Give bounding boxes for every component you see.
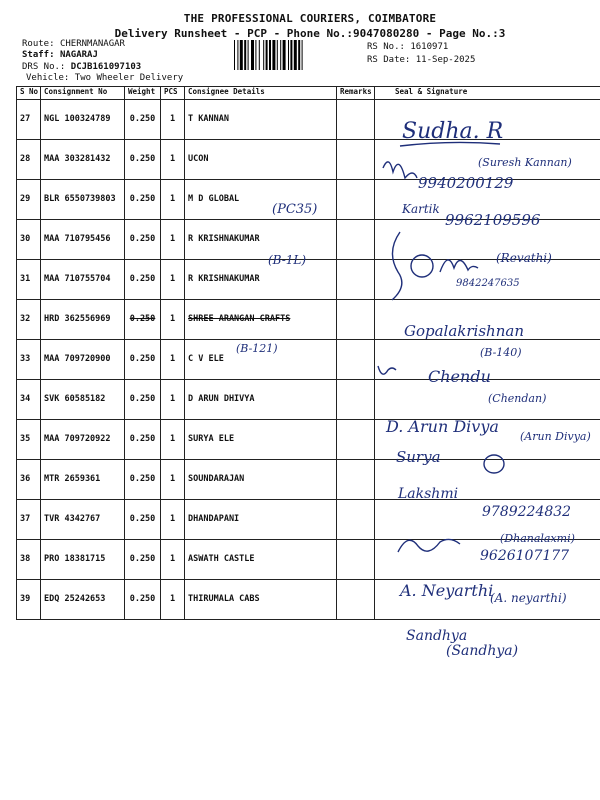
consignee-name: SHREE ARANGAN CRAFTS	[185, 300, 337, 340]
weight-cell: 0.250	[125, 180, 161, 220]
pcs-cell: 1	[161, 420, 185, 460]
weight-cell: 0.250	[125, 100, 161, 140]
seal-signature-cell	[375, 140, 600, 180]
table-row	[17, 260, 600, 300]
vehicle-value: Two Wheeler Delivery	[74, 73, 184, 83]
seal-signature-cell	[375, 100, 600, 140]
handwritten-note-29: (PC35)	[272, 202, 318, 217]
row-sno: 28	[17, 140, 41, 180]
consignment-number: NGL 100324789	[41, 100, 125, 140]
consignee-name: R KRISHNAKUMAR	[185, 220, 337, 260]
consignee-name: R KRISHNAKUMAR	[185, 260, 337, 300]
staff-line	[22, 50, 98, 60]
row-sno: 39	[17, 580, 41, 620]
remarks-cell	[337, 500, 375, 540]
consignee-name: M D GLOBAL	[185, 180, 337, 220]
col-header-remarks: Remarks	[337, 87, 375, 100]
handwritten-paren-38: (A. neyarthi)	[490, 591, 567, 605]
remarks-cell	[337, 140, 375, 180]
consignment-number: EDQ 25242653	[41, 580, 125, 620]
handwritten-note-30: (B-1L)	[268, 253, 307, 267]
handwritten-paren-39: (Sandhya)	[446, 643, 519, 659]
row-sno: 38	[17, 540, 41, 580]
weight-cell: 0.250	[125, 260, 161, 300]
consignment-number: MAA 303281432	[41, 140, 125, 180]
consignment-number: TVR 4342767	[41, 500, 125, 540]
handwritten-name-28: (Suresh Kannan)	[478, 156, 572, 169]
remarks-cell	[337, 420, 375, 460]
seal-signature-cell	[375, 300, 600, 340]
pcs-cell: 1	[161, 140, 185, 180]
remarks-cell	[337, 300, 375, 340]
col-header-pcs: PCS	[161, 87, 185, 100]
row-sno: 37	[17, 500, 41, 540]
consignment-number: MAA 709720922	[41, 420, 125, 460]
handwritten-phone-36: 9789224832	[482, 504, 572, 520]
weight-cell: 0.250	[125, 420, 161, 460]
weight-cell: 0.250	[125, 460, 161, 500]
pcs-cell: 1	[161, 500, 185, 540]
drs-label: DRS No.:	[22, 62, 66, 72]
col-header-weight: Weight	[125, 87, 161, 100]
pcs-cell: 1	[161, 300, 185, 340]
consignee-name: SURYA ELE	[185, 420, 337, 460]
remarks-cell	[337, 580, 375, 620]
pcs-cell: 1	[161, 220, 185, 260]
remarks-cell	[337, 340, 375, 380]
table-row	[17, 500, 600, 540]
weight-cell: 0.250	[125, 500, 161, 540]
seal-signature-cell	[375, 580, 600, 620]
pcs-cell: 1	[161, 100, 185, 140]
table-row	[17, 220, 600, 260]
signature-row-27: Sudha. R	[402, 119, 504, 144]
staff-label: Staff:	[22, 50, 55, 60]
row-sno: 33	[17, 340, 41, 380]
col-header-sno: S No	[17, 87, 41, 100]
drs-line	[22, 62, 141, 72]
row-sno: 31	[17, 260, 41, 300]
signature-row-36: Lakshmi	[398, 486, 459, 502]
table-row	[17, 340, 600, 380]
handwritten-note-32b: (B-140)	[480, 346, 522, 359]
pcs-cell: 1	[161, 340, 185, 380]
handwritten-paren-34: (Arun Divya)	[520, 430, 591, 443]
table-row	[17, 460, 600, 500]
signature-row-33: Chendu	[428, 367, 491, 386]
pcs-cell: 1	[161, 460, 185, 500]
remarks-cell	[337, 380, 375, 420]
runsheet-table	[16, 86, 600, 620]
row-sno: 35	[17, 420, 41, 460]
signature-row-38: A. Neyarthi	[400, 581, 494, 600]
consignment-number: MAA 709720900	[41, 340, 125, 380]
handwritten-phone-28: 9940200129	[418, 174, 514, 192]
weight-cell: 0.250	[125, 380, 161, 420]
runsheet-title: Delivery Runsheet - PCP - Phone No.:9047080280 - Page No.:3	[114, 27, 506, 40]
seal-signature-cell	[375, 380, 600, 420]
route-value: CHERNMANAGAR	[59, 39, 125, 49]
weight-cell: 0.250	[125, 340, 161, 380]
weight-cell: 0.250	[125, 140, 161, 180]
signature-row-35: Surya	[396, 448, 441, 466]
consignee-name: C V ELE	[185, 340, 337, 380]
handwritten-name-37: (Dhanalaxmi)	[500, 532, 575, 545]
row-sno: 27	[17, 100, 41, 140]
table-row	[17, 580, 600, 620]
seal-signature-cell	[375, 260, 600, 300]
pcs-cell: 1	[161, 380, 185, 420]
consignment-number: SVK 60585182	[41, 380, 125, 420]
consignment-number: PRO 18381715	[41, 540, 125, 580]
handwritten-phone-29: 9962109596	[445, 211, 541, 229]
pcs-cell: 1	[161, 540, 185, 580]
handwritten-phone-37: 9626107177	[480, 548, 570, 564]
staff-value: NAGARAJ	[59, 50, 98, 60]
signature-row-39: Sandhya	[406, 628, 468, 644]
signature-row-32: Gopalakrishnan	[404, 322, 524, 340]
barcode-image	[233, 40, 361, 70]
signature-row-34: D. Arun Divya	[386, 417, 499, 436]
table-header-row	[17, 87, 600, 100]
consignee-name: UCON	[185, 140, 337, 180]
remarks-cell	[337, 540, 375, 580]
consignee-name: SOUNDARAJAN	[185, 460, 337, 500]
seal-signature-cell	[375, 460, 600, 500]
consignee-name: D ARUN DHIVYA	[185, 380, 337, 420]
rs-number: RS No.: 1610971	[367, 42, 449, 52]
remarks-cell	[337, 220, 375, 260]
pcs-cell: 1	[161, 580, 185, 620]
seal-signature-cell	[375, 420, 600, 460]
seal-signature-cell	[375, 540, 600, 580]
consignment-number: HRD 362556969	[41, 300, 125, 340]
weight-cell: 0.250	[125, 300, 161, 340]
remarks-cell	[337, 180, 375, 220]
weight-cell: 0.250	[125, 220, 161, 260]
weight-cell: 0.250	[125, 540, 161, 580]
remarks-cell	[337, 100, 375, 140]
consignment-number: MAA 710795456	[41, 220, 125, 260]
seal-signature-cell	[375, 500, 600, 540]
table-row	[17, 180, 600, 220]
handwritten-name-30: (Revathi)	[496, 251, 552, 265]
consignment-number: MTR 2659361	[41, 460, 125, 500]
consignee-name: THIRUMALA CABS	[185, 580, 337, 620]
signature-row-29: Kartik	[402, 202, 440, 216]
drs-value: DCJB161097103	[70, 62, 142, 72]
consignee-name: DHANDAPANI	[185, 500, 337, 540]
col-header-seal-signature: Seal & Signature	[375, 87, 600, 100]
table-row	[17, 300, 600, 340]
seal-signature-cell	[375, 180, 600, 220]
pcs-cell: 1	[161, 260, 185, 300]
vehicle-label: Vehicle:	[26, 73, 70, 83]
vehicle-line	[26, 73, 183, 83]
consignment-number: BLR 6550739803	[41, 180, 125, 220]
row-sno: 29	[17, 180, 41, 220]
table-row	[17, 100, 600, 140]
row-sno: 32	[17, 300, 41, 340]
row-sno: 36	[17, 460, 41, 500]
handwritten-note-32a: (B-121)	[236, 342, 278, 355]
table-row	[17, 540, 600, 580]
route-label: Route:	[22, 39, 55, 49]
weight-cell: 0.250	[125, 580, 161, 620]
pcs-cell: 1	[161, 180, 185, 220]
col-header-consignee: Consignee Details	[185, 87, 337, 100]
table-row	[17, 380, 600, 420]
handwritten-phone-30: 9842247635	[456, 278, 520, 289]
remarks-cell	[337, 460, 375, 500]
consignee-name: ASWATH CASTLE	[185, 540, 337, 580]
seal-signature-cell	[375, 220, 600, 260]
row-sno: 30	[17, 220, 41, 260]
table-row	[17, 140, 600, 180]
seal-signature-cell	[375, 340, 600, 380]
row-sno: 34	[17, 380, 41, 420]
col-header-consignment: Consignment No	[41, 87, 125, 100]
handwritten-name-34: (Chendan)	[488, 392, 547, 405]
consignment-number: MAA 710755704	[41, 260, 125, 300]
table-row	[17, 420, 600, 460]
consignee-name: T KANNAN	[185, 100, 337, 140]
route-line	[22, 39, 125, 49]
rs-date: RS Date: 11-Sep-2025	[367, 55, 476, 65]
company-name: THE PROFESSIONAL COURIERS, COIMBATORE	[183, 12, 437, 25]
remarks-cell	[337, 260, 375, 300]
